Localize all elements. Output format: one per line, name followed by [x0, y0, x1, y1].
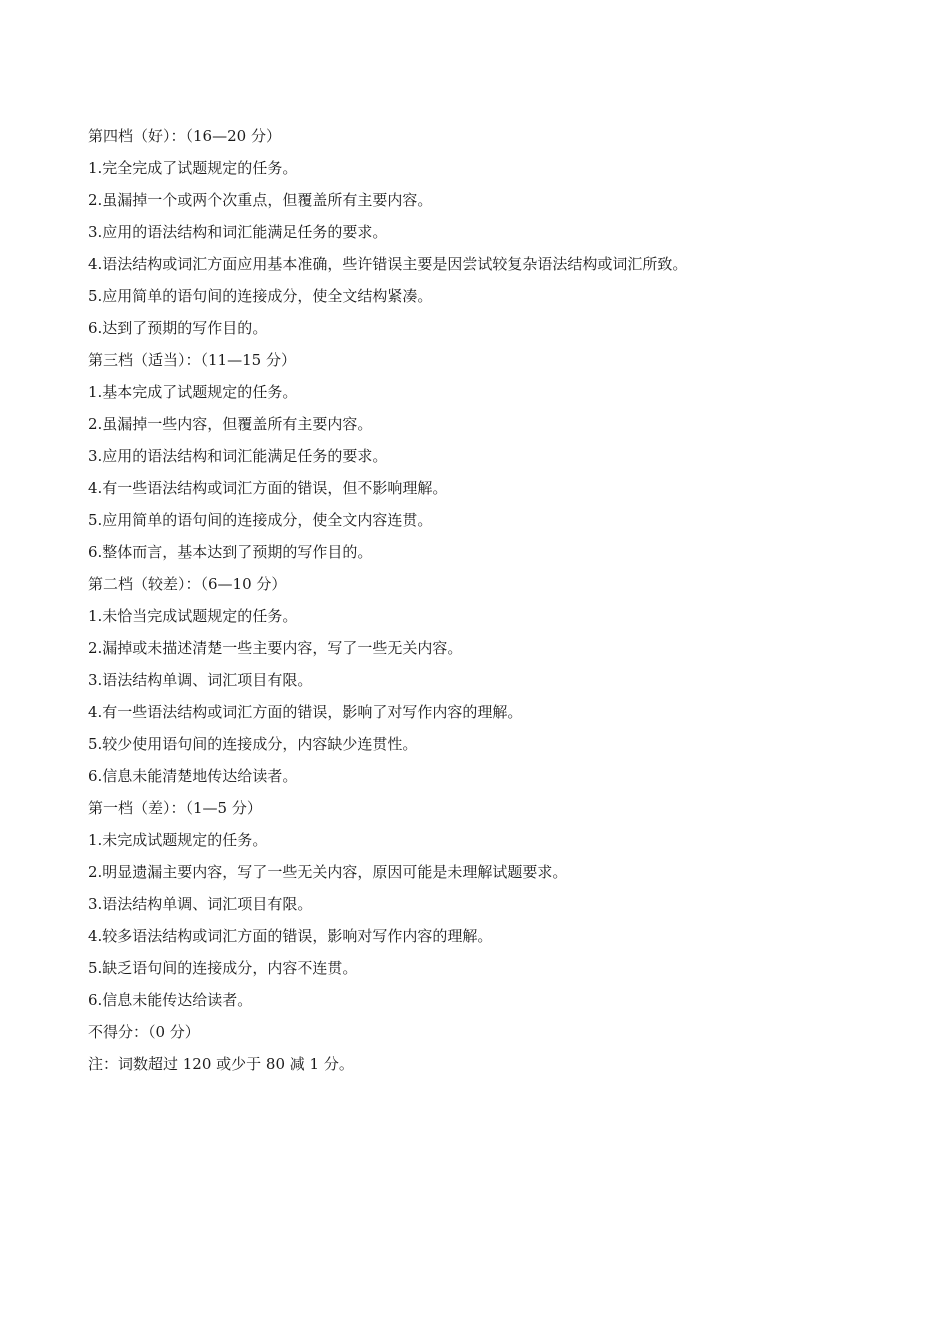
- grade-1-item-5: 5.缺乏语句间的连接成分，内容不连贯。: [88, 959, 358, 977]
- grade-3-item-4: 4.有一些语法结构或词汇方面的错误，但不影响理解。: [88, 479, 448, 497]
- grade-3-item-6: 6.整体而言，基本达到了预期的写作目的。: [88, 543, 373, 561]
- grade-4-item-5: 5.应用简单的语句间的连接成分，使全文结构紧凑。: [88, 287, 433, 305]
- document-page: [88, 120, 868, 1080]
- grade-2-item-3: 3.语法结构单调、词汇项目有限。: [88, 671, 313, 689]
- word-count-note: 注：词数超过 120 或少于 80 减 1 分。: [88, 1055, 354, 1073]
- grade-3-item-5: 5.应用简单的语句间的连接成分，使全文内容连贯。: [88, 511, 433, 529]
- grade-1-item-2: 2.明显遗漏主要内容，写了一些无关内容，原因可能是未理解试题要求。: [88, 863, 568, 881]
- grade-4-item-1: 1.完全完成了试题规定的任务。: [88, 159, 298, 177]
- grade-4-item-2: 2.虽漏掉一个或两个次重点，但覆盖所有主要内容。: [88, 191, 433, 209]
- grade-2-item-5: 5.较少使用语句间的连接成分，内容缺少连贯性。: [88, 735, 418, 753]
- grade-1-item-6: 6.信息未能传达给读者。: [88, 991, 253, 1009]
- grade-4-item-4: 4.语法结构或词汇方面应用基本准确，些许错误主要是因尝试较复杂语法结构或词汇所致。: [88, 255, 688, 273]
- grade-1-heading: 第一档（差）：（1—5 分）: [88, 799, 262, 817]
- grade-3-heading: 第三档（适当）：（11—15 分）: [88, 351, 296, 369]
- grade-2-item-6: 6.信息未能清楚地传达给读者。: [88, 767, 298, 785]
- grade-2-item-1: 1.未恰当完成试题规定的任务。: [88, 607, 298, 625]
- grade-1-item-1: 1.未完成试题规定的任务。: [88, 831, 268, 849]
- grade-3-item-3: 3.应用的语法结构和词汇能满足任务的要求。: [88, 447, 388, 465]
- grade-2-item-2: 2.漏掉或未描述清楚一些主要内容，写了一些无关内容。: [88, 639, 463, 657]
- grade-1-item-4: 4.较多语法结构或词汇方面的错误，影响对写作内容的理解。: [88, 927, 493, 945]
- grade-2-item-4: 4.有一些语法结构或词汇方面的错误，影响了对写作内容的理解。: [88, 703, 523, 721]
- grade-2-heading: 第二档（较差）：（6—10 分）: [88, 575, 287, 593]
- grade-4-item-6: 6.达到了预期的写作目的。: [88, 319, 268, 337]
- grade-4-heading: 第四档（好）：（16—20 分）: [88, 127, 281, 145]
- grade-3-item-1: 1.基本完成了试题规定的任务。: [88, 383, 298, 401]
- no-score-heading: 不得分：（0 分）: [88, 1023, 200, 1041]
- grade-1-item-3: 3.语法结构单调、词汇项目有限。: [88, 895, 313, 913]
- grade-3-item-2: 2.虽漏掉一些内容，但覆盖所有主要内容。: [88, 415, 373, 433]
- grade-4-item-3: 3.应用的语法结构和词汇能满足任务的要求。: [88, 223, 388, 241]
